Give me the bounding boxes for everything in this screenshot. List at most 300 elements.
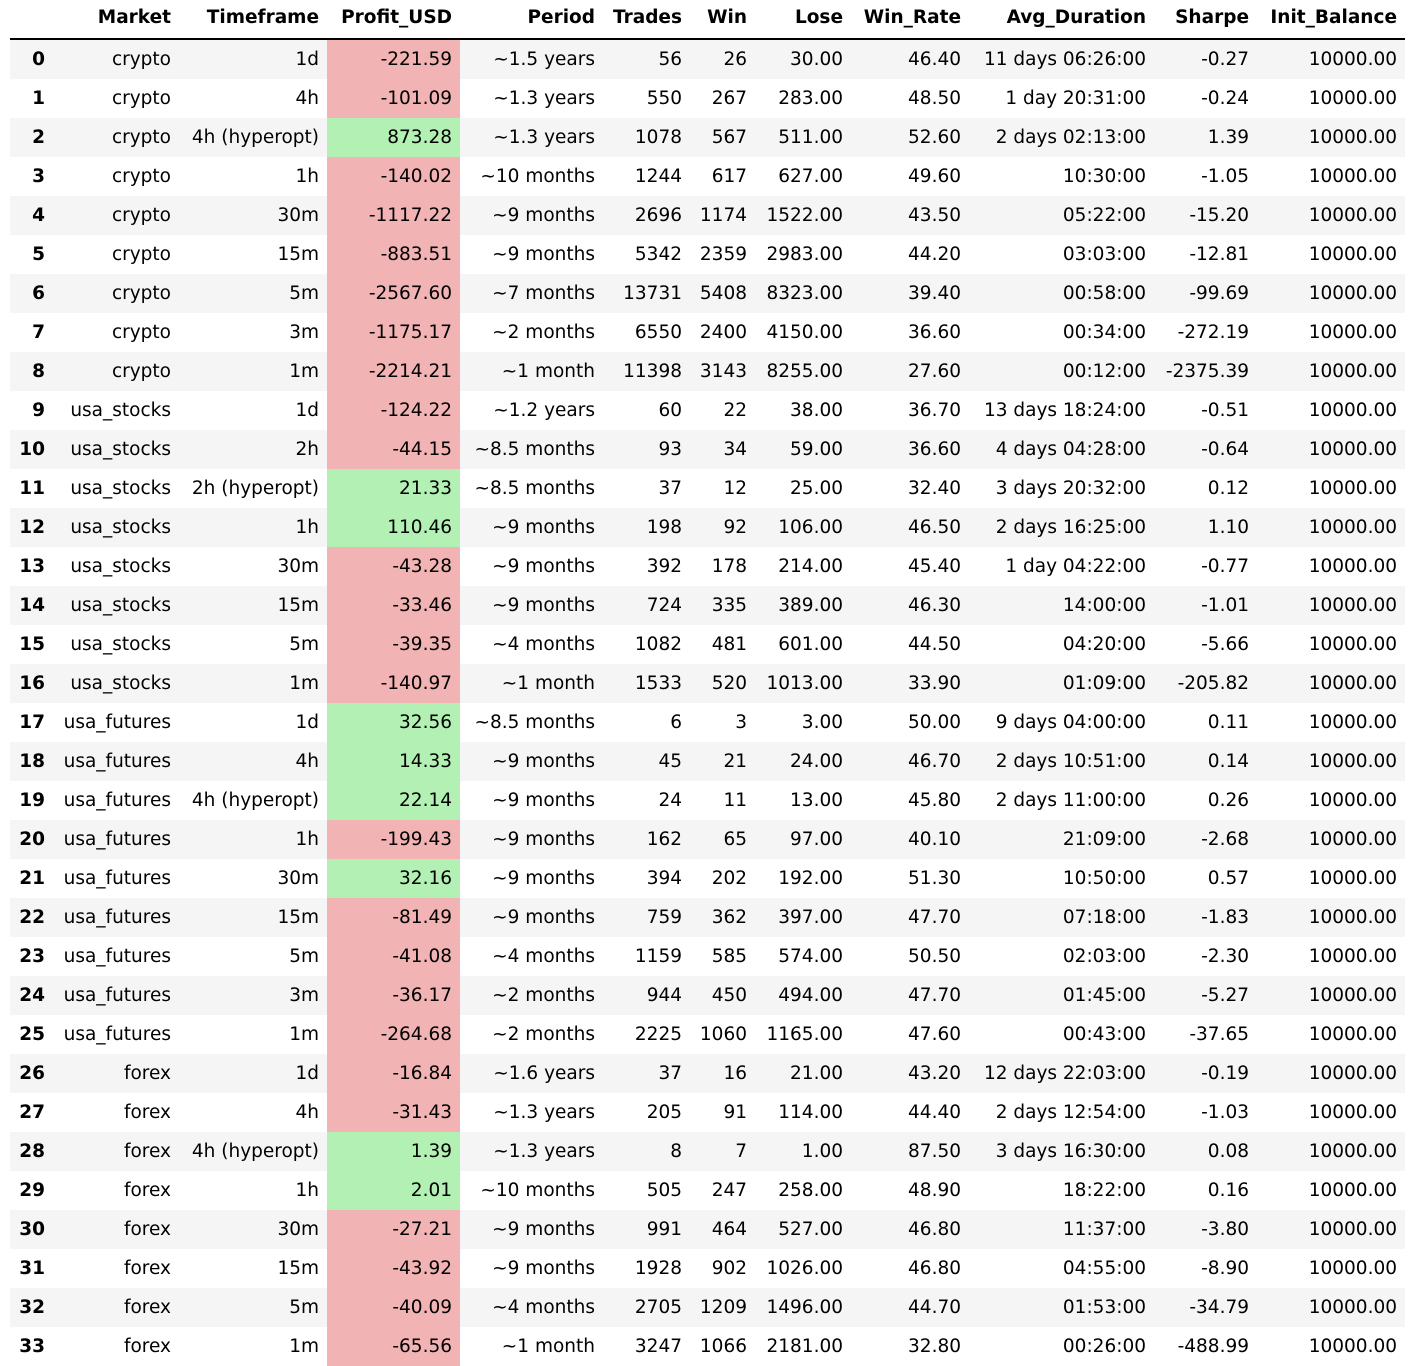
cell-avg-duration: 3 days 20:32:00 [995,478,1146,499]
cell-lose: 574.00 [778,946,843,967]
cell-avg-duration: 3 days 16:30:00 [995,1141,1146,1162]
cell-trades: 6550 [634,322,682,343]
cell-profit-usd: -36.17 [327,976,460,1015]
cell-sharpe: -5.27 [1201,985,1249,1006]
cell-market: forex [123,1336,171,1357]
cell-win-rate: 27.60 [908,361,961,382]
cell-market: forex [123,1258,171,1279]
cell-lose: 258.00 [778,1180,843,1201]
cell-win-rate: 44.50 [908,634,961,655]
cell-period: ~2 months [492,1024,595,1045]
cell-lose: 527.00 [778,1219,843,1240]
cell-profit-usd: -41.08 [327,937,460,976]
cell-lose: 397.00 [778,907,843,928]
cell-trades: 8 [670,1141,682,1162]
cell-win: 21 [723,751,747,772]
cell-trades: 13731 [623,283,682,304]
cell-win-rate: 50.00 [908,712,961,733]
cell-period: ~4 months [492,634,595,655]
cell-lose: 511.00 [778,127,843,148]
cell-win-rate: 52.60 [908,127,961,148]
cell-sharpe: -1.03 [1201,1102,1249,1123]
cell-win-rate: 44.40 [908,1102,961,1123]
cell-timeframe: 1d [295,400,319,421]
cell-market: forex [123,1102,171,1123]
cell-init-balance: 10000.00 [1308,166,1397,187]
cell-sharpe: 0.08 [1207,1141,1249,1162]
row-index: 22 [19,907,45,928]
cell-lose: 106.00 [778,517,843,538]
cell-win-rate: 45.80 [908,790,961,811]
cell-win: 92 [723,517,747,538]
row-index: 11 [19,478,45,499]
cell-market: usa_futures [63,790,171,811]
cell-avg-duration: 00:12:00 [1062,361,1146,382]
cell-market: usa_futures [63,907,171,928]
cell-win-rate: 32.80 [908,1336,961,1357]
table-row [10,976,1405,1015]
cell-init-balance: 10000.00 [1308,205,1397,226]
cell-market: crypto [111,49,171,70]
cell-trades: 205 [646,1102,682,1123]
cell-avg-duration: 2 days 02:13:00 [995,127,1146,148]
cell-sharpe: 1.39 [1207,127,1249,148]
column-header-index [10,0,53,39]
cell-profit-usd: 873.28 [327,118,460,157]
cell-market: crypto [111,361,171,382]
cell-win: 12 [723,478,747,499]
cell-trades: 944 [646,985,682,1006]
row-index: 4 [32,205,45,226]
table-row [10,586,1405,625]
cell-market: usa_futures [63,868,171,889]
cell-lose: 3.00 [801,712,843,733]
cell-win: 65 [723,829,747,850]
row-index: 1 [32,88,45,109]
cell-win-rate: 46.80 [908,1219,961,1240]
cell-lose: 192.00 [778,868,843,889]
row-index: 20 [19,829,45,850]
column-header-sharpe: Sharpe [1154,0,1257,39]
cell-win: 585 [711,946,747,967]
cell-trades: 6 [670,712,682,733]
cell-win: 362 [711,907,747,928]
cell-sharpe: -12.81 [1189,244,1249,265]
cell-win: 34 [723,439,747,460]
table-row [10,1327,1405,1366]
cell-init-balance: 10000.00 [1308,751,1397,772]
table-row [10,820,1405,859]
cell-timeframe: 4h [295,88,319,109]
cell-period: ~9 months [492,205,595,226]
cell-win-rate: 36.60 [908,439,961,460]
table-row [10,118,1405,157]
row-index: 24 [19,985,45,1006]
cell-timeframe: 15m [277,595,319,616]
cell-init-balance: 10000.00 [1308,1258,1397,1279]
cell-win: 1174 [699,205,747,226]
column-header-avg-duration: Avg_Duration [969,0,1154,39]
table-row [10,1171,1405,1210]
table-row [10,39,1405,79]
cell-lose: 38.00 [790,400,843,421]
cell-market: usa_futures [63,946,171,967]
cell-market: forex [123,1180,171,1201]
cell-trades: 60 [658,400,682,421]
cell-trades: 392 [646,556,682,577]
row-index: 30 [19,1219,45,1240]
cell-avg-duration: 2 days 10:51:00 [995,751,1146,772]
cell-profit-usd: 110.46 [327,508,460,547]
column-header-init-balance: Init_Balance [1257,0,1405,39]
table-row [10,352,1405,391]
cell-lose: 8323.00 [766,283,843,304]
cell-timeframe: 2h (hyperopt) [191,478,319,499]
cell-sharpe: 0.26 [1207,790,1249,811]
row-index: 5 [32,244,45,265]
cell-profit-usd: -140.02 [327,157,460,196]
cell-trades: 394 [646,868,682,889]
cell-period: ~9 months [492,751,595,772]
cell-sharpe: -0.24 [1201,88,1249,109]
cell-profit-usd: 22.14 [327,781,460,820]
table-row [10,703,1405,742]
cell-timeframe: 30m [277,205,319,226]
column-header-win-rate: Win_Rate [851,0,969,39]
row-index: 18 [19,751,45,772]
row-index: 8 [32,361,45,382]
cell-win-rate: 32.40 [908,478,961,499]
cell-timeframe: 1d [295,1063,319,1084]
cell-sharpe: -1.01 [1201,595,1249,616]
cell-init-balance: 10000.00 [1308,673,1397,694]
cell-init-balance: 10000.00 [1308,127,1397,148]
cell-avg-duration: 01:09:00 [1062,673,1146,694]
row-index: 0 [32,49,45,70]
row-index: 14 [19,595,45,616]
cell-profit-usd: -39.35 [327,625,460,664]
cell-profit-usd: 14.33 [327,742,460,781]
table-row [10,625,1405,664]
cell-period: ~8.5 months [474,712,595,733]
cell-timeframe: 30m [277,556,319,577]
cell-win-rate: 49.60 [908,166,961,187]
cell-lose: 21.00 [790,1063,843,1084]
cell-sharpe: -272.19 [1177,322,1249,343]
cell-profit-usd: -2214.21 [327,352,460,391]
cell-avg-duration: 13 days 18:24:00 [983,400,1146,421]
table-row [10,1132,1405,1171]
cell-avg-duration: 12 days 22:03:00 [983,1063,1146,1084]
column-header-trades: Trades [603,0,690,39]
cell-lose: 601.00 [778,634,843,655]
cell-win-rate: 44.20 [908,244,961,265]
table-row [10,664,1405,703]
cell-period: ~1.5 years [493,49,595,70]
table-row [10,430,1405,469]
cell-market: usa_stocks [70,556,171,577]
cell-trades: 1078 [634,127,682,148]
cell-sharpe: -8.90 [1201,1258,1249,1279]
cell-sharpe: -2.30 [1201,946,1249,967]
cell-trades: 56 [658,49,682,70]
cell-period: ~1.3 years [493,127,595,148]
cell-win: 247 [711,1180,747,1201]
cell-win-rate: 46.70 [908,751,961,772]
cell-sharpe: -2375.39 [1165,361,1249,382]
row-index: 2 [32,127,45,148]
cell-market: usa_stocks [70,478,171,499]
cell-profit-usd: -140.97 [327,664,460,703]
cell-sharpe: -0.77 [1201,556,1249,577]
cell-lose: 30.00 [790,49,843,70]
cell-profit-usd: -221.59 [327,39,460,79]
table-row [10,1288,1405,1327]
table-row [10,469,1405,508]
cell-profit-usd: -27.21 [327,1210,460,1249]
cell-period: ~2 months [492,322,595,343]
cell-trades: 2225 [634,1024,682,1045]
cell-profit-usd: -40.09 [327,1288,460,1327]
cell-init-balance: 10000.00 [1308,88,1397,109]
cell-market: crypto [111,244,171,265]
cell-win: 1066 [699,1336,747,1357]
cell-win: 5408 [699,283,747,304]
column-header-profit-usd: Profit_USD [327,0,460,39]
row-index: 31 [19,1258,45,1279]
cell-market: crypto [111,322,171,343]
table-row [10,1054,1405,1093]
cell-win-rate: 43.50 [908,205,961,226]
cell-timeframe: 1m [289,1024,319,1045]
cell-period: ~9 months [492,1258,595,1279]
cell-market: forex [123,1063,171,1084]
cell-avg-duration: 00:26:00 [1062,1336,1146,1357]
cell-win: 16 [723,1063,747,1084]
cell-profit-usd: -124.22 [327,391,460,430]
row-index: 21 [19,868,45,889]
cell-win: 481 [711,634,747,655]
cell-profit-usd: 21.33 [327,469,460,508]
cell-init-balance: 10000.00 [1308,322,1397,343]
cell-trades: 162 [646,829,682,850]
cell-sharpe: -0.64 [1201,439,1249,460]
cell-period: ~1 month [501,361,595,382]
cell-win: 1209 [699,1297,747,1318]
cell-lose: 214.00 [778,556,843,577]
cell-trades: 1082 [634,634,682,655]
cell-win-rate: 48.90 [908,1180,961,1201]
row-index: 6 [32,283,45,304]
table-row [10,937,1405,976]
row-index: 7 [32,322,45,343]
cell-sharpe: -0.51 [1201,400,1249,421]
cell-win: 11 [723,790,747,811]
cell-avg-duration: 4 days 04:28:00 [995,439,1146,460]
cell-timeframe: 1h [295,166,319,187]
row-index: 16 [19,673,45,694]
cell-lose: 283.00 [778,88,843,109]
table-row [10,781,1405,820]
cell-profit-usd: -65.56 [327,1327,460,1366]
cell-sharpe: -1.05 [1201,166,1249,187]
cell-sharpe: 0.11 [1207,712,1249,733]
cell-timeframe: 3m [289,322,319,343]
cell-lose: 114.00 [778,1102,843,1123]
cell-win-rate: 33.90 [908,673,961,694]
cell-lose: 2983.00 [766,244,843,265]
cell-init-balance: 10000.00 [1308,907,1397,928]
cell-lose: 389.00 [778,595,843,616]
cell-sharpe: -34.79 [1189,1297,1249,1318]
cell-win: 902 [711,1258,747,1279]
column-header-timeframe: Timeframe [179,0,327,39]
cell-avg-duration: 10:30:00 [1062,166,1146,187]
cell-profit-usd: -43.28 [327,547,460,586]
cell-avg-duration: 1 day 20:31:00 [1005,88,1146,109]
cell-timeframe: 1m [289,673,319,694]
row-index: 26 [19,1063,45,1084]
cell-win: 178 [711,556,747,577]
row-index: 15 [19,634,45,655]
cell-init-balance: 10000.00 [1308,1336,1397,1357]
cell-market: usa_stocks [70,439,171,460]
cell-market: usa_stocks [70,595,171,616]
cell-sharpe: -1.83 [1201,907,1249,928]
cell-win-rate: 46.80 [908,1258,961,1279]
cell-win: 450 [711,985,747,1006]
cell-profit-usd: -44.15 [327,430,460,469]
cell-profit-usd: 32.16 [327,859,460,898]
cell-avg-duration: 10:50:00 [1062,868,1146,889]
cell-period: ~9 months [492,868,595,889]
cell-lose: 13.00 [790,790,843,811]
cell-trades: 198 [646,517,682,538]
cell-sharpe: -0.19 [1201,1063,1249,1084]
cell-period: ~1.3 years [493,1102,595,1123]
cell-win: 3143 [699,361,747,382]
cell-period: ~10 months [480,1180,595,1201]
row-index: 12 [19,517,45,538]
cell-period: ~8.5 months [474,478,595,499]
cell-lose: 59.00 [790,439,843,460]
cell-period: ~9 months [492,556,595,577]
table-row [10,898,1405,937]
cell-profit-usd: -199.43 [327,820,460,859]
cell-win: 464 [711,1219,747,1240]
cell-avg-duration: 01:53:00 [1062,1297,1146,1318]
cell-init-balance: 10000.00 [1308,634,1397,655]
cell-sharpe: 0.16 [1207,1180,1249,1201]
cell-lose: 25.00 [790,478,843,499]
cell-market: forex [123,1219,171,1240]
cell-lose: 1026.00 [766,1258,843,1279]
cell-sharpe: -0.27 [1201,49,1249,70]
table-row [10,196,1405,235]
cell-avg-duration: 01:45:00 [1062,985,1146,1006]
cell-sharpe: -205.82 [1177,673,1249,694]
cell-timeframe: 15m [277,907,319,928]
cell-timeframe: 1d [295,712,319,733]
cell-period: ~7 months [492,283,595,304]
cell-profit-usd: -883.51 [327,235,460,274]
cell-lose: 8255.00 [766,361,843,382]
cell-profit-usd: -81.49 [327,898,460,937]
table-row [10,1015,1405,1054]
cell-init-balance: 10000.00 [1308,1219,1397,1240]
cell-avg-duration: 2 days 11:00:00 [995,790,1146,811]
cell-lose: 24.00 [790,751,843,772]
cell-init-balance: 10000.00 [1308,868,1397,889]
cell-market: usa_futures [63,712,171,733]
cell-avg-duration: 00:58:00 [1062,283,1146,304]
cell-avg-duration: 11 days 06:26:00 [983,49,1146,70]
cell-win-rate: 48.50 [908,88,961,109]
cell-sharpe: 0.12 [1207,478,1249,499]
cell-win-rate: 47.60 [908,1024,961,1045]
cell-win: 1060 [699,1024,747,1045]
cell-period: ~9 months [492,517,595,538]
table-row [10,508,1405,547]
cell-init-balance: 10000.00 [1308,400,1397,421]
cell-init-balance: 10000.00 [1308,517,1397,538]
cell-lose: 627.00 [778,166,843,187]
cell-profit-usd: -31.43 [327,1093,460,1132]
cell-market: usa_futures [63,829,171,850]
cell-timeframe: 4h [295,751,319,772]
cell-win: 3 [735,712,747,733]
cell-period: ~9 months [492,790,595,811]
cell-timeframe: 5m [289,946,319,967]
cell-init-balance: 10000.00 [1308,946,1397,967]
cell-win: 617 [711,166,747,187]
cell-win-rate: 39.40 [908,283,961,304]
cell-timeframe: 2h [295,439,319,460]
cell-sharpe: 1.10 [1207,517,1249,538]
cell-trades: 550 [646,88,682,109]
cell-trades: 37 [658,478,682,499]
cell-period: ~4 months [492,946,595,967]
cell-profit-usd: -1117.22 [327,196,460,235]
cell-profit-usd: -101.09 [327,79,460,118]
cell-avg-duration: 11:37:00 [1062,1219,1146,1240]
cell-timeframe: 4h [295,1102,319,1123]
table-row [10,1093,1405,1132]
cell-init-balance: 10000.00 [1308,1141,1397,1162]
cell-win-rate: 36.70 [908,400,961,421]
row-index: 27 [19,1102,45,1123]
cell-period: ~1.3 years [493,1141,595,1162]
row-index: 23 [19,946,45,967]
cell-win: 91 [723,1102,747,1123]
results-table [10,0,1405,1366]
cell-timeframe: 1h [295,1180,319,1201]
cell-sharpe: -3.80 [1201,1219,1249,1240]
cell-timeframe: 4h (hyperopt) [191,790,319,811]
row-index: 28 [19,1141,45,1162]
cell-avg-duration: 2 days 12:54:00 [995,1102,1146,1123]
column-header-period: Period [460,0,603,39]
cell-init-balance: 10000.00 [1308,556,1397,577]
cell-init-balance: 10000.00 [1308,1063,1397,1084]
cell-init-balance: 10000.00 [1308,1180,1397,1201]
cell-period: ~9 months [492,244,595,265]
cell-win-rate: 36.60 [908,322,961,343]
cell-avg-duration: 03:03:00 [1062,244,1146,265]
table-row [10,235,1405,274]
table-row [10,1249,1405,1288]
cell-win: 335 [711,595,747,616]
